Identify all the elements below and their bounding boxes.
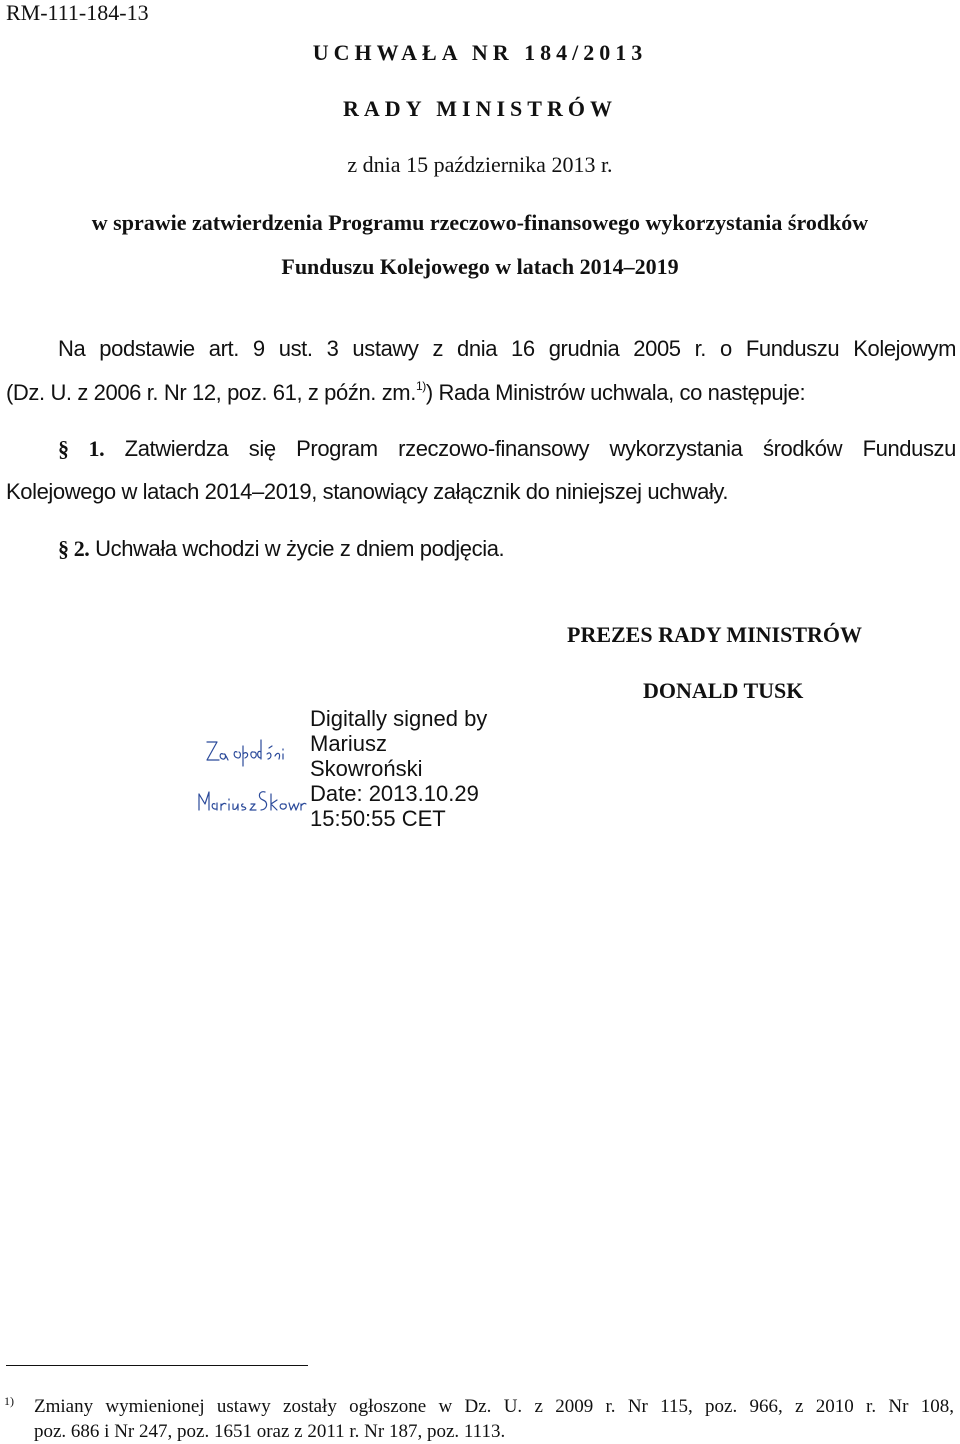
digital-signature-line: 15:50:55 CET — [310, 806, 446, 831]
paragraph-1-text: Zatwierdza się Program rzeczowo-finansowy wykorzystania środków Funduszu — [124, 436, 956, 461]
preamble-line-2 — [6, 380, 805, 406]
resolution-subject-line-1: w sprawie zatwierdzenia Programu rzeczowo-finansowego wykorzystania środków — [91, 210, 869, 235]
paragraph-1-line-2: Kolejowego w latach 2014–2019, stanowiący załącznik do niniejszej uchwały. — [6, 479, 729, 504]
footnote-line-2: poz. 686 i Nr 247, poz. 1651 oraz z 2011 r. Nr 187, poz. 1113. — [34, 1421, 506, 1442]
footnote-divider — [6, 1365, 308, 1366]
digital-signature-line: Mariusz — [310, 731, 388, 756]
paragraph-1-line-1 — [58, 436, 956, 462]
digital-signature-line: Date: 2013.10.29 — [310, 781, 479, 806]
footnote-reference: 1) — [415, 379, 426, 393]
signatory-name: DONALD TUSK — [643, 678, 804, 703]
preamble-line-1: Na podstawie art. 9 ust. 3 ustawy z dnia 16 grudnia 2005 r. o Funduszu Kolejowym — [58, 336, 956, 361]
resolution-date: z dnia 15 października 2013 r. — [347, 152, 613, 177]
resolution-title: UCHWAŁA NR 184/2013 — [312, 40, 648, 65]
paragraph-2-mark: § 2. — [58, 536, 90, 561]
paragraph-2-text: Uchwała wchodzi w życie z dniem podjęcia. — [95, 536, 505, 561]
signatory-position: PREZES RADY MINISTRÓW — [567, 622, 863, 647]
preamble-text-a: (Dz. U. z 2006 r. Nr 12, poz. 61, z późn. zm. — [6, 380, 416, 405]
preamble-text-b: ) Rada Ministrów uchwala, co następuje: — [425, 380, 806, 405]
footnote-text — [34, 1394, 954, 1444]
footnote-mark: 1) — [4, 1394, 14, 1408]
digital-signature-block — [310, 706, 487, 831]
handwritten-signature — [195, 732, 307, 814]
digital-signature-line: Skowroński — [310, 756, 423, 781]
document-reference: RM-111-184-13 — [6, 0, 149, 25]
paragraph-2 — [58, 536, 504, 562]
digital-signature-line: Digitally signed by — [310, 706, 488, 731]
resolution-subject-line-2: Funduszu Kolejowego w latach 2014–2019 — [281, 254, 679, 279]
issuer-title: RADY MINISTRÓW — [343, 96, 617, 121]
paragraph-1-mark: § 1. — [58, 436, 105, 461]
footnote-line-1: Zmiany wymienionej ustawy zostały ogłoszone w Dz. U. z 2009 r. Nr 115, poz. 966, z 2010 r. Nr 108, — [34, 1396, 954, 1417]
